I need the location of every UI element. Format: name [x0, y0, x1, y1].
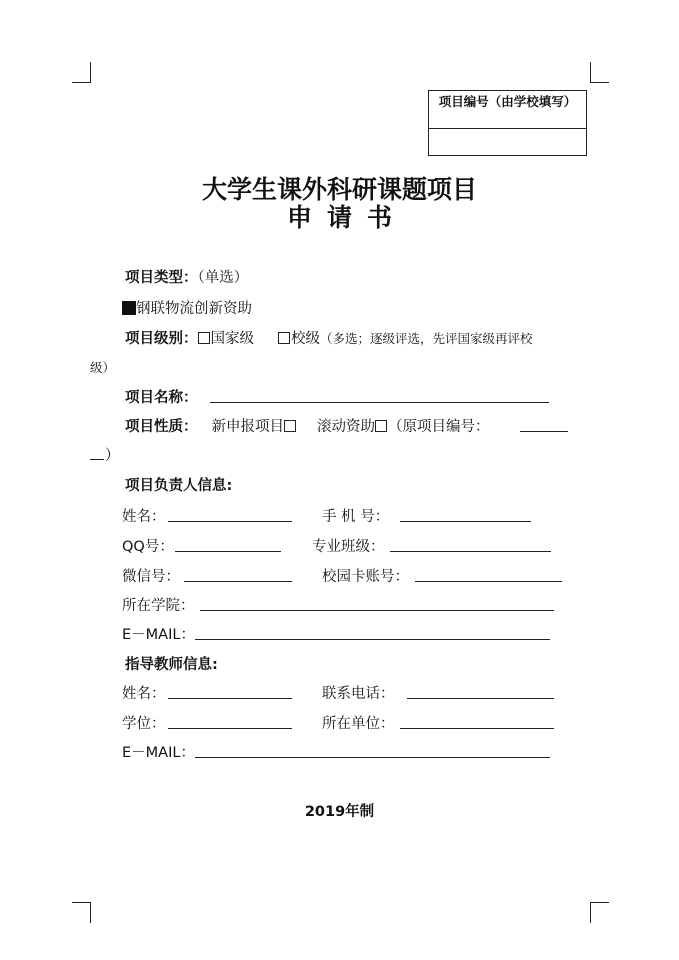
teacher-name-field[interactable]	[168, 698, 292, 699]
page-subtitle: 申请书	[286, 203, 407, 232]
option-school[interactable]: 校级	[278, 331, 320, 347]
orig-number-field-cont[interactable]	[90, 459, 104, 460]
option-new[interactable]: 新申报项目	[212, 419, 298, 435]
leader-email-label: E－MAIL：	[122, 627, 195, 643]
leader-wechat-label: 微信号：	[122, 569, 180, 585]
teacher-unit-field[interactable]	[400, 728, 554, 729]
checkbox-icon[interactable]	[278, 332, 290, 344]
orig-number-close: ）	[105, 448, 120, 464]
project-level-label: 项目级别：	[125, 331, 198, 347]
leader-wechat-field[interactable]	[184, 581, 292, 582]
checkbox-icon[interactable]	[375, 420, 387, 432]
teacher-unit-label: 所在单位：	[322, 716, 395, 732]
project-name-field[interactable]	[210, 402, 549, 403]
leader-major-class-label: 专业班级：	[312, 539, 385, 555]
project-type-option[interactable]	[122, 297, 252, 318]
project-nature-row	[125, 415, 490, 436]
checkbox-icon[interactable]	[284, 420, 296, 432]
project-type-row	[125, 266, 248, 287]
leader-phone-label: 手 机 号：	[322, 509, 390, 525]
project-type-note: （单选）	[197, 270, 249, 286]
teacher-email-field[interactable]	[195, 757, 550, 758]
checked-checkbox-icon[interactable]	[122, 301, 136, 315]
page-title: 大学生课外科研课题项目	[201, 175, 477, 204]
crop-mark-top-right	[590, 62, 609, 83]
teacher-contact-phone-label: 联系电话：	[322, 686, 395, 702]
leader-qq-label: QQ号：	[122, 539, 174, 555]
project-number-field[interactable]	[429, 129, 586, 156]
leader-college-label: 所在学院：	[122, 598, 195, 614]
project-level-note-cont: 级）	[90, 360, 116, 375]
orig-number-label: （原项目编号：	[388, 419, 490, 435]
leader-name-label: 姓名：	[122, 509, 166, 525]
footer-year: 2019年制	[304, 804, 375, 820]
leader-info-heading: 项目负责人信息:	[125, 478, 233, 494]
crop-mark-bottom-right	[590, 902, 609, 923]
crop-mark-top-left	[72, 62, 91, 83]
leader-qq-field[interactable]	[175, 551, 281, 552]
leader-email-field[interactable]	[195, 639, 550, 640]
project-level-row	[125, 327, 533, 348]
project-name-label: 项目名称：	[125, 390, 198, 406]
project-level-note: （多选；逐级评选，先评国家级再评校	[320, 331, 533, 346]
project-number-label: 项目编号（由学校填写）	[429, 91, 586, 129]
project-type-option-label: 钢联物流创新资助	[136, 301, 252, 317]
leader-college-field[interactable]	[200, 610, 554, 611]
teacher-degree-field[interactable]	[168, 728, 292, 729]
crop-mark-bottom-left	[72, 902, 91, 923]
leader-phone-field[interactable]	[400, 521, 531, 522]
teacher-email-label: E－MAIL：	[122, 745, 195, 761]
project-type-label: 项目类型：	[125, 270, 198, 286]
project-nature-label: 项目性质：	[125, 419, 198, 435]
leader-campus-card-field[interactable]	[415, 581, 562, 582]
teacher-contact-phone-field[interactable]	[407, 698, 554, 699]
option-rolling[interactable]: 滚动资助	[317, 419, 388, 435]
teacher-degree-label: 学位：	[122, 716, 166, 732]
project-number-box	[428, 90, 587, 156]
teacher-name-label: 姓名：	[122, 686, 166, 702]
teacher-info-heading: 指导教师信息:	[125, 657, 218, 673]
leader-campus-card-label: 校园卡账号：	[322, 569, 409, 585]
checkbox-icon[interactable]	[198, 332, 210, 344]
leader-name-field[interactable]	[168, 521, 292, 522]
option-national[interactable]: 国家级	[198, 331, 255, 347]
orig-number-field[interactable]	[520, 431, 568, 432]
leader-major-class-field[interactable]	[390, 551, 551, 552]
